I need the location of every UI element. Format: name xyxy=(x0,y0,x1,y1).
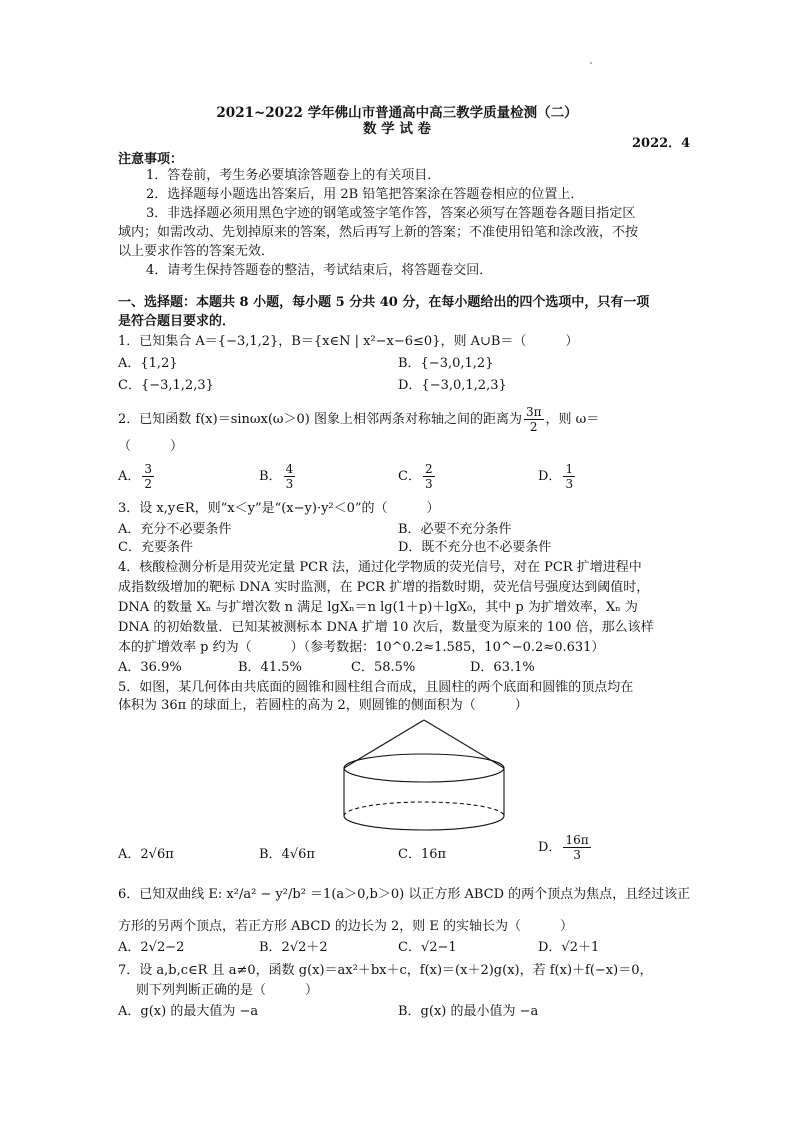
q4-line-2: 成指数级增加的靶标 DNA 实时监测，在 PCR 扩增的指数时期，荧光信号强度达到阈值时， xyxy=(118,580,650,595)
q2-d-fraction xyxy=(563,462,575,491)
q2-option-a xyxy=(118,460,156,494)
q5-option-b: B．4√6π xyxy=(259,847,315,862)
q2-option-b xyxy=(259,460,297,494)
q2-c-num: 2 xyxy=(424,462,433,476)
q4-line-3: DNA 的数量 Xₙ 与扩增次数 n 满足 lgXₙ＝n lg(1＋p)＋lgX₀，其中 p 为扩增效率，Xₙ 为 xyxy=(118,600,638,615)
q2-c-fraction xyxy=(423,462,435,491)
q5-d-den: 3 xyxy=(573,848,581,862)
notice-item-3a: 3．非选择题必须用黑色字迹的钢笔或签字笔作答，答案必须写在答题卷各题目指定区 xyxy=(146,206,636,221)
q2-b-num: 4 xyxy=(285,462,294,476)
q2-c-label: C． xyxy=(398,469,421,484)
q2-a-den: 2 xyxy=(144,477,153,491)
q2-stem-frac-den: 2 xyxy=(529,420,538,434)
q2-b-label: B． xyxy=(259,469,282,484)
q3-stem: 3．设 x,y∈R，则“x＜y”是“(x−y)·y²＜0”的（ ） xyxy=(118,501,440,516)
notice-item-2: 2．选择题每小题选出答案后，用 2B 铅笔把答案涂在答题卷相应的位置上． xyxy=(146,187,584,202)
q5-d-fraction xyxy=(563,833,590,862)
q2-d-den: 3 xyxy=(565,477,574,491)
q7-line-1: 7．设 a,b,c∈R 且 a≠0，函数 g(x)＝ax²＋bx＋c，f(x)＝(x＋2)g(x)，若 f(x)＋f(−x)＝0， xyxy=(118,963,653,978)
q5-d-label: D． xyxy=(538,840,562,855)
q5-line-2: 体积为 36π 的球面上，若圆柱的高为 2，则圆锥的侧面积为（ ） xyxy=(118,698,528,713)
exam-date: 2022．4 xyxy=(632,136,691,151)
q2-b-fraction xyxy=(284,462,296,491)
exam-title: 2021~2022 学年佛山市普通高中高三教学质量检测（二） xyxy=(216,105,578,121)
cylinder-bottom-back xyxy=(344,802,504,816)
q2-option-d xyxy=(538,460,577,494)
notice-item-3c: 以上要求作答的答案无效． xyxy=(118,244,275,259)
q1-option-a: A．{1,2} xyxy=(118,356,178,371)
q2-a-num: 3 xyxy=(144,462,153,476)
q5-line-1: 5．如图，某几何体由共底面的圆锥和圆柱组合而成，且圆柱的两个底面和圆锥的顶点均在 xyxy=(118,680,634,695)
notice-heading: 注意事项： xyxy=(118,152,184,167)
q7-option-b: B．g(x) 的最小值为 −a xyxy=(398,1004,539,1019)
q6-line-2: 方形的另两个顶点，若正方形 ABCD 的边长为 2，则 E 的实轴长为（ ） xyxy=(118,919,573,934)
q2-a-fraction xyxy=(142,462,154,491)
q2-stem-text-a: 2．已知函数 f(x)＝sinωx(ω＞0) 图象上相邻两条对称轴之间的距离为 xyxy=(118,412,522,427)
section-heading-line1: 一、选择题：本题共 8 小题，每小题 5 分共 40 分，在每小题给出的四个选项中，只有一项 xyxy=(118,295,650,310)
cylinder-top-ellipse xyxy=(344,754,504,782)
q2-c-den: 3 xyxy=(424,477,433,491)
q5-d-num: 16π xyxy=(565,833,589,847)
cone-cylinder-figure xyxy=(336,714,516,839)
q4-line-4: DNA 的初始数量．已知某被测标本 DNA 扩增 10 次后，数量变为原来的 100 倍，那么该样 xyxy=(118,620,654,635)
q3-option-b: B．必要不充分条件 xyxy=(398,522,512,537)
q2-b-den: 3 xyxy=(285,477,294,491)
q4-option-a: A．36.9% xyxy=(118,660,182,675)
q2-stem-frac-num: 3π xyxy=(525,405,542,419)
q4-option-c: C．58.5% xyxy=(351,660,416,675)
q4-line-5: 本的扩增效率 p 约为（ ）（参考数据：10^0.2≈1.585，10^−0.2≈0.631） xyxy=(118,640,605,655)
section-heading-line2: 是符合题目要求的． xyxy=(118,314,236,329)
q7-line-2: 则下列判断正确的是（ ） xyxy=(136,983,319,998)
q6-option-d: D．√2＋1 xyxy=(538,940,600,955)
q1-option-c: C．{−3,1,2,3} xyxy=(118,378,214,393)
q5-option-a: A．2√6π xyxy=(118,847,174,862)
q1-stem: 1．已知集合 A＝{−3,1,2}，B＝{x∈N | x²−x−6≤0}，则 A∪B＝（ ） xyxy=(118,334,579,349)
q6-line-1: 6．已知双曲线 E: x²/a² − y²/b² ＝1(a＞0,b＞0) 以正方形 ABCD 的两个顶点为焦点，且经过该正 xyxy=(118,887,691,902)
q2-stem xyxy=(118,403,599,437)
q4-option-b: B．41.5% xyxy=(238,660,302,675)
exam-subtitle: 数 学 试 卷 xyxy=(362,121,432,137)
q4-option-d: D．63.1% xyxy=(470,660,535,675)
q7-option-a: A．g(x) 的最大值为 −a xyxy=(118,1004,259,1019)
q5-option-d xyxy=(538,830,593,866)
q4-line-1: 4．核酸检测分析是用荧光定量 PCR 法，通过化学物质的荧光信号，对在 PCR 扩增进程中 xyxy=(118,560,642,575)
q1-option-d: D．{−3,0,1,2,3} xyxy=(398,378,507,393)
q2-d-num: 1 xyxy=(565,462,574,476)
q2-paren: （ ） xyxy=(118,439,184,454)
q2-option-c xyxy=(398,460,437,494)
q6-option-b: B．2√2＋2 xyxy=(259,940,328,955)
q3-option-a: A．充分不必要条件 xyxy=(118,522,232,537)
scan-dot xyxy=(590,62,592,64)
q1-option-b: B．{−3,0,1,2} xyxy=(398,356,494,371)
notice-item-4: 4．请考生保持答题卷的整洁，考试结束后，将答题卷交回． xyxy=(146,263,493,278)
cylinder-bottom-front xyxy=(344,816,504,830)
notice-item-1: 1．答卷前，考生务必要填涂答题卷上的有关项目． xyxy=(146,168,441,183)
q2-a-label: A． xyxy=(118,469,141,484)
q2-stem-text-b: ，则 ω＝ xyxy=(545,412,600,427)
notice-item-3b: 域内；如需改动、先划掉原来的答案，然后再写上新的答案；不准使用铅笔和涂改液，不按 xyxy=(118,225,639,240)
q2-d-label: D． xyxy=(538,469,562,484)
q3-option-c: C．充要条件 xyxy=(118,540,193,555)
q6-option-c: C．√2−1 xyxy=(398,940,457,955)
q2-stem-fraction xyxy=(524,405,544,434)
q3-option-d: D．既不充分也不必要条件 xyxy=(398,540,552,555)
q5-option-c: C．16π xyxy=(398,847,447,862)
q6-option-a: A．2√2−2 xyxy=(118,940,185,955)
